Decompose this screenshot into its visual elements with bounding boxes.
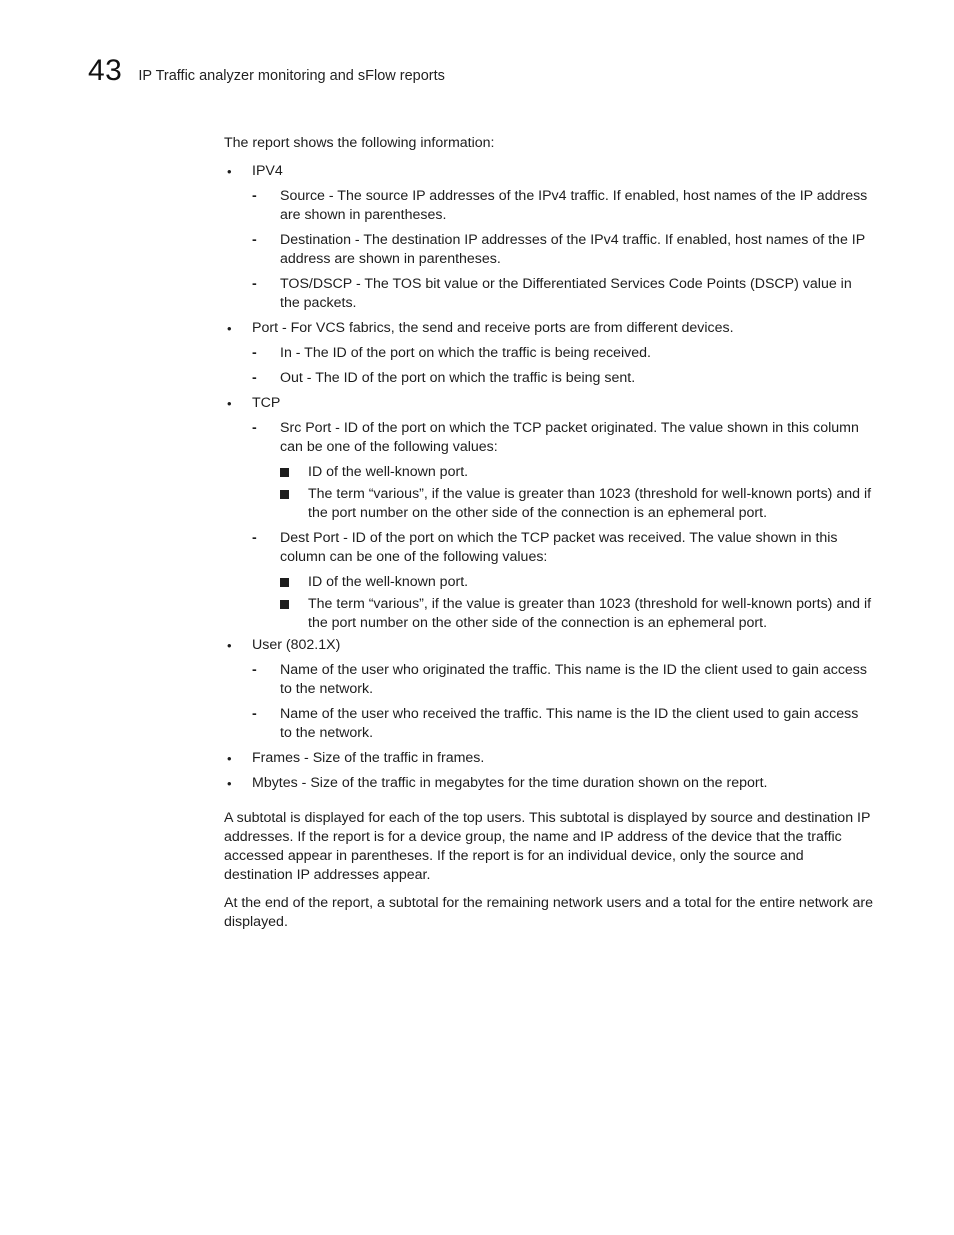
dash-icon: - [252,345,257,361]
sub-item-in [224,344,874,363]
sub-sub-item [224,463,874,482]
sub-sub-item-text: ID of the well-known port. [308,464,469,480]
sub-sub-item-text: ID of the well-known port. [308,574,469,590]
list-item-tcp [224,394,874,413]
intro-text: The report shows the following information: [224,135,495,151]
list-item-text: Port - For VCS fabrics, the send and receive ports are from different devices. [252,320,734,336]
bullet-icon: • [227,751,232,766]
bullet-icon: • [227,321,232,336]
list-item-frames [224,749,874,768]
sub-item-text: Name of the user who received the traffic. This name is the ID the client used to gain access to the network. [280,706,859,741]
sub-item-text: TOS/DSCP - The TOS bit value or the Differentiated Services Code Points (DSCP) value in the packets. [280,276,852,311]
square-bullet-icon [280,600,289,609]
sub-sub-item [224,595,874,633]
sub-item-src-port [224,419,874,457]
dash-icon: - [252,370,257,386]
sub-item-text: Src Port - ID of the port on which the TCP packet originated. The value shown in this column can be one of the following values: [280,420,859,455]
list-item-text: TCP [252,395,281,411]
subtotal-paragraph: A subtotal is displayed for each of the top users. This subtotal is displayed by source and destination IP addresses. If the report is for a device group, the name and IP address of the device that the traffic accessed appear in parentheses. If the report is for an individual device, only the source and destination IP addresses appear. [224,810,871,883]
dash-icon: - [252,662,257,678]
dash-icon: - [252,232,257,248]
square-bullet-icon [280,490,289,499]
sub-item-user-received [224,705,874,743]
sub-item-destination [224,231,874,269]
sub-item-text: Source - The source IP addresses of the IPv4 traffic. If enabled, host names of the IP address are shown in parentheses. [280,188,868,223]
bullet-icon: • [227,164,232,179]
square-bullet-icon [280,578,289,587]
square-bullet-icon [280,468,289,477]
list-item-mbytes [224,774,874,793]
bullet-icon: • [227,776,232,791]
sub-item-text: Name of the user who originated the traffic. This name is the ID the client used to gain access to the network. [280,662,867,697]
sub-item-dest-port [224,529,874,567]
chapter-number: 43 [88,54,123,87]
sub-sub-item-text: The term “various”, if the value is greater than 1023 (threshold for well-known ports) and if the port number on the other side of the connection is an ephemeral port. [308,596,872,631]
list-item-text: IPV4 [252,163,283,179]
list-item-port [224,319,874,338]
sub-item-tos-dscp [224,275,874,313]
sub-item-out [224,369,874,388]
dash-icon: - [252,530,257,546]
list-item-text: Mbytes - Size of the traffic in megabytes for the time duration shown on the report. [252,775,768,791]
sub-item-text: Dest Port - ID of the port on which the TCP packet was received. The value shown in this column can be one of the following values: [280,530,838,565]
list-item-ipv4 [224,162,874,181]
bullet-icon: • [227,638,232,653]
list-item-text: Frames - Size of the traffic in frames. [252,750,485,766]
sub-item-user-originated [224,661,874,699]
dash-icon: - [252,188,257,204]
chapter-title: IP Traffic analyzer monitoring and sFlow reports [138,68,445,84]
sub-sub-item [224,485,874,523]
bullet-icon: • [227,396,232,411]
sub-sub-item [224,573,874,592]
page-header [88,54,445,88]
dash-icon: - [252,420,257,436]
sub-sub-item-text: The term “various”, if the value is greater than 1023 (threshold for well-known ports) and if the port number on the other side of the connection is an ephemeral port. [308,486,872,521]
sub-item-text: In - The ID of the port on which the traffic is being received. [280,345,651,361]
sub-item-source [224,187,874,225]
total-paragraph: At the end of the report, a subtotal for the remaining network users and a total for the entire network are displayed. [224,895,874,930]
dash-icon: - [252,706,257,722]
sub-item-text: Out - The ID of the port on which the traffic is being sent. [280,370,636,386]
sub-item-text: Destination - The destination IP addresses of the IPv4 traffic. If enabled, host names of the IP address are shown in parentheses. [280,232,865,267]
list-item-text: User (802.1X) [252,637,341,653]
page-body [224,134,874,932]
list-item-user [224,636,874,655]
dash-icon: - [252,276,257,292]
